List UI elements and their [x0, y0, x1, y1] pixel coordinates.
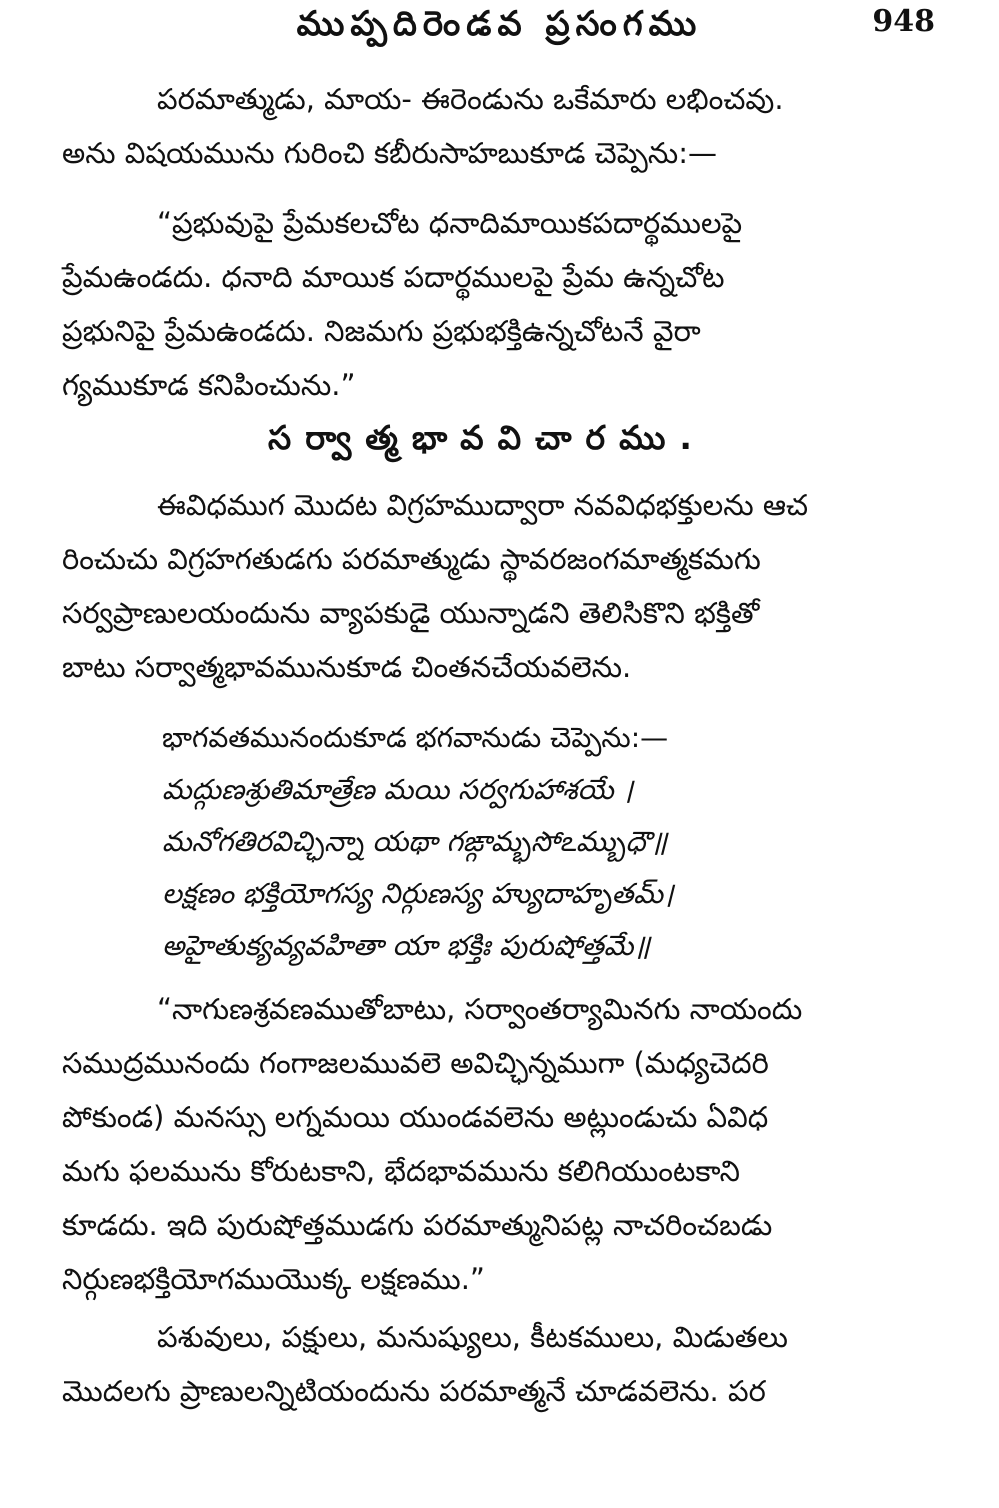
verse-line: మనోగతిరవిచ్ఛిన్నా యథా గఙ్గామ్భసోఽమ్బుధౌ॥ [162, 825, 668, 858]
text-line: “నాగుణశ్రవణముతోబాటు, సర్వాంతర్యామినగు నాయందు [157, 992, 803, 1026]
verse-line: అహైతుక్యవ్యవహితా యా భక్తిః పురుషోత్తమే॥ [162, 929, 651, 962]
running-head: ముప్పదిరెండవ ప్రసంగము [296, 4, 703, 44]
text-line: బాటు సర్వాత్మభావమునుకూడ చింతనచేయవలెను. [62, 650, 632, 684]
text-line: ప్రభునిపై ప్రేమఉండదు. నిజమగు ప్రభుభక్తిఉన్నచోటనే వైరా [62, 314, 701, 348]
bhagavata-verse [162, 712, 862, 972]
text-line: కూడదు. ఇది పురుషోత్తముడగు పరమాత్మునిపట్ల నాచరించబడు [62, 1208, 773, 1242]
section-heading: సర్వాత్మభావవిచారము. [268, 418, 706, 457]
text-line: నిర్గుణభక్తియోగముయొక్క లక్షణము.” [62, 1262, 485, 1296]
text-line: గ్యముకూడ కనిపించును.” [62, 368, 356, 402]
text-line: అను విషయమును గురించి కబీరుసాహబుకూడ చెప్పెను:— [62, 136, 717, 170]
paragraph-3 [62, 982, 912, 1306]
text-line: పశువులు, పక్షులు, మనుష్యులు, కీటకములు, మిడుతలు [157, 1320, 788, 1354]
page-number: 948 [872, 4, 935, 39]
text-line: సముద్రమునందు గంగాజలమువలె అవిచ్ఛిన్నముగా (మధ్యచెదరి [62, 1046, 769, 1080]
text-line: మొదలగు ప్రాణులన్నిటియందును పరమాత్మనే చూడవలెను. పర [62, 1374, 766, 1408]
paragraph-1 [62, 72, 912, 180]
text-line: పరమాత్ముడు, మాయ- ఈరెండును ఒకేమారు లభించవు. [157, 82, 784, 116]
text-line: ఈవిధముగ మొదట విగ్రహముద్వారా నవవిధభక్తులను ఆచ [157, 488, 809, 522]
text-line: సర్వప్రాణులయందును వ్యాపకుడై యున్నాడని తెలిసికొని భక్తితో [62, 596, 760, 630]
text-line: పోకుండ) మనస్సు లగ్నమయి యుండవలెను అట్లుండుచు ఏవిధ [62, 1100, 769, 1134]
text-line: ప్రేమఉండదు. ధనాది మాయిక పదార్థములపై ప్రేమ ఉన్నచోట [62, 260, 725, 294]
kabir-quote [62, 196, 912, 412]
paragraph-2 [62, 478, 912, 694]
paragraph-4 [62, 1310, 912, 1418]
text-line: రించుచు విగ్రహగతుడగు పరమాత్ముడు స్థావరజంగమాత్మకమగు [62, 542, 761, 576]
verse-line: మద్గుణశ్రుతిమాత్రేణ మయి సర్వగుహాశయే । [162, 773, 634, 806]
text-line: మగు ఫలమును కోరుటకాని, భేదభావమును కలిగియుంటకాని [62, 1154, 740, 1188]
verse-line: లక్షణం భక్తియోగస్య నిర్గుణస్య హ్యుదాహృతమ్। [162, 877, 674, 910]
page-header [70, 4, 935, 50]
verse-intro: భాగవతమునందుకూడ భగవానుడు చెప్పెను:— [162, 721, 669, 754]
text-line: “ప్రభువుపై ప్రేమకలచోట ధనాదిమాయికపదార్థములపై [157, 206, 743, 240]
